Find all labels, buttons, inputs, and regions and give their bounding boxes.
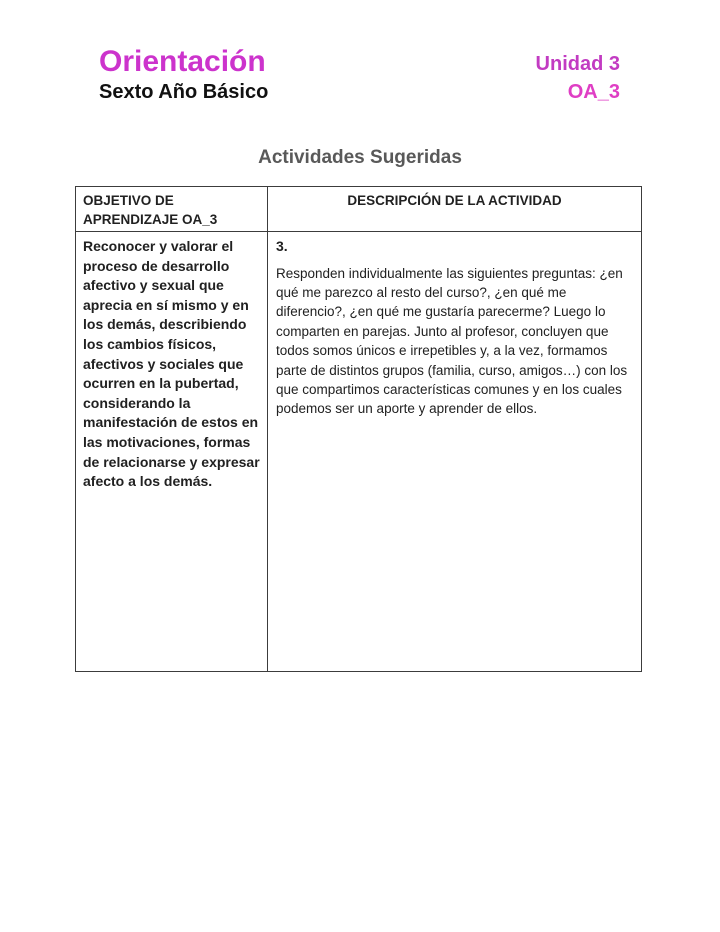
activities-table-body [76,232,642,672]
unit-label: Unidad 3 [535,53,620,75]
activity-description: Responden individualmente las siguientes preguntas: ¿en qué me parezco al resto del curso?, ¿en qué me diferencio?, ¿en qué me gustaría parecerme? Luego lo comparten en parejas. Junto al profesor, concluyen que todos somos únicos e irrepetibles y, a la vez, formamos parte de distintos grupos (familia, curso, amigos…) con los que compartimos características comunes y en los cuales podemos ser un aporte y aprender de ellos. [276,265,628,417]
section-title: Actividades Sugeridas [258,147,462,168]
header-left-block [99,45,268,105]
table-row [76,232,642,672]
description-column-header: DESCRIPCIÓN DE LA ACTIVIDAD [268,187,642,232]
objective-cell: Reconocer y valorar el proceso de desarrollo afectivo y sexual que aprecia en sí mismo y en los demás, describiendo los cambios físicos, afectivos y sociales que ocurren en la pubertad, considerando la manifestación de estos en las motivaciones, formas de relacionarse y expresar afecto a los demás. [76,232,268,672]
activity-cell [268,232,642,672]
grade-subtitle: Sexto Año Básico [99,81,269,103]
objective-column-header: OBJETIVO DE APRENDIZAJE OA_3 [76,187,268,232]
activities-table-head [76,187,642,232]
table-header-row [76,187,642,232]
header-right-block [536,50,620,106]
activities-table [75,186,642,672]
activity-number: 3. [276,238,288,254]
subject-title: Orientación [99,45,266,78]
oa-code-label: OA_3 [567,81,620,103]
